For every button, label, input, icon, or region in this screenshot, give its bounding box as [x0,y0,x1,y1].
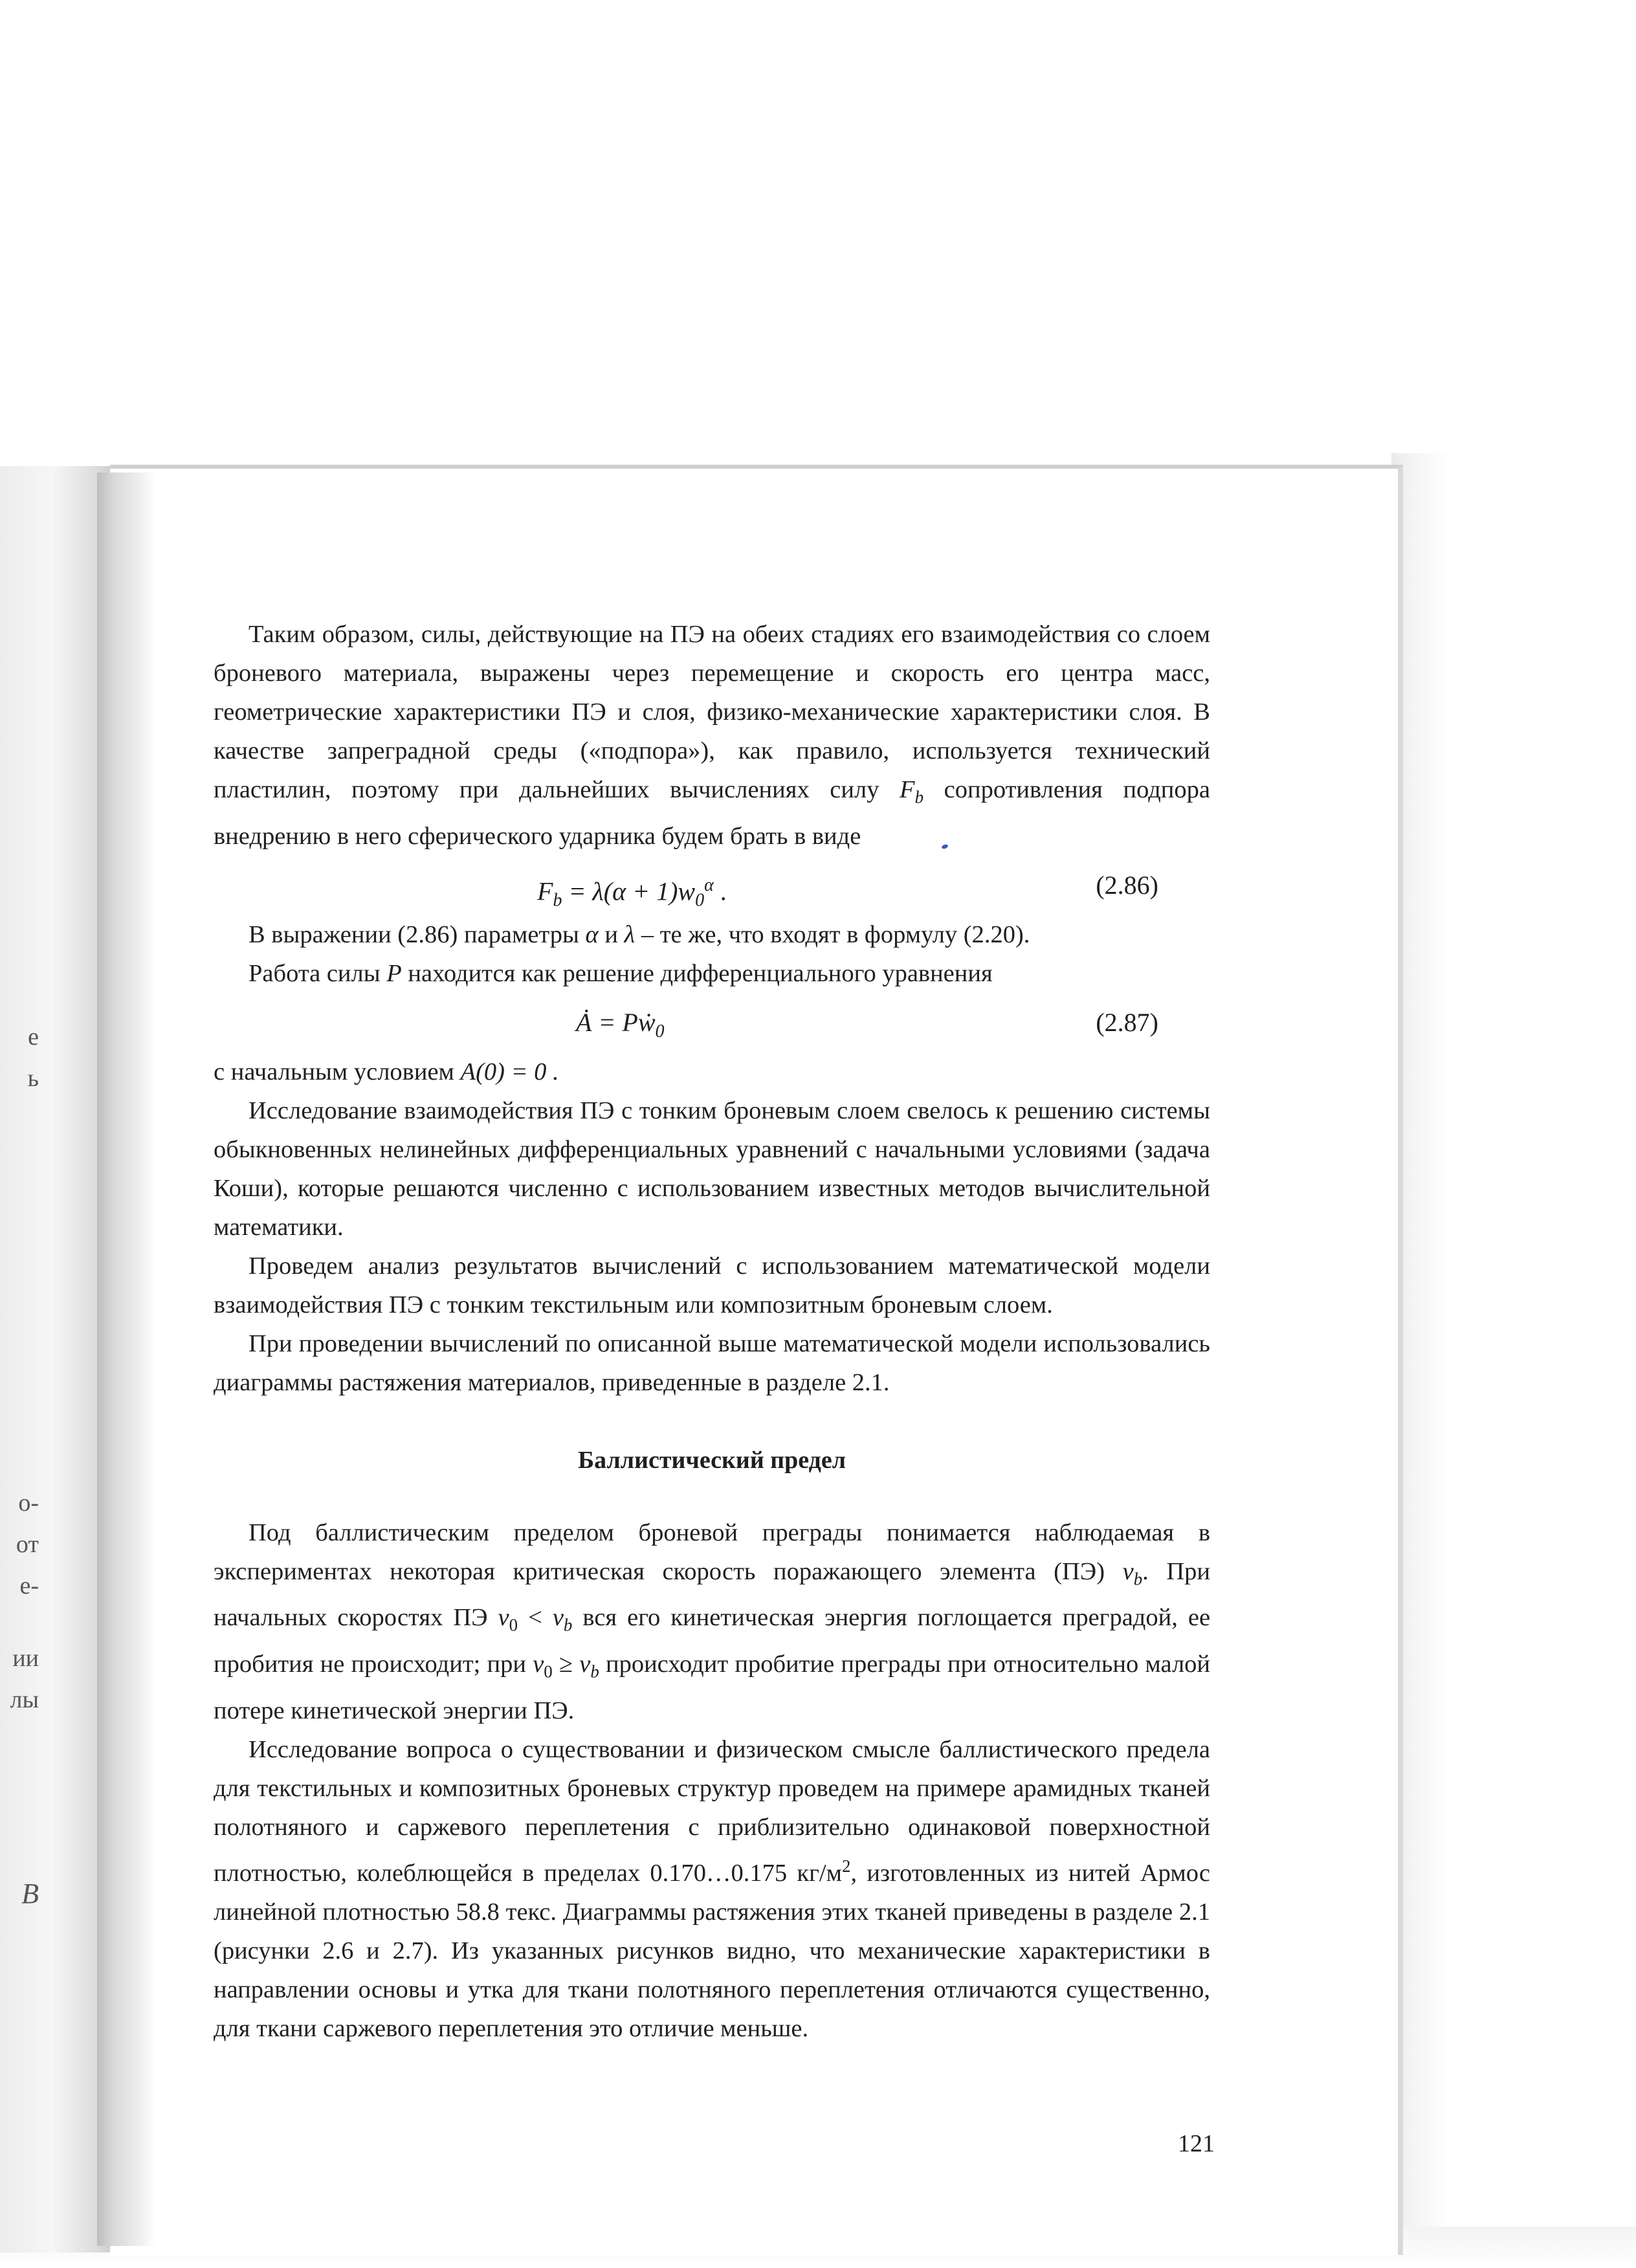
paragraph-parameters: В выражении (2.86) параметры α и λ – те же, что входят в формулу (2.20). [249,920,1030,948]
book-gutter-shadow [97,472,155,2246]
page-text-block [214,615,1210,2048]
paragraph-diagrams: При проведении вычислений по описанной выше математической модели использовались диаграммы растяжения материалов, приведенные в разделе 2.1. [214,1329,1210,1396]
equation-number: (2.87) [1096,1007,1158,1037]
left-page-edge [0,466,110,2252]
formula-2-87: Ȧ = Pẇ$_0$ (2.87) [214,993,1210,1052]
paragraph-analysis: Проведем анализ результатов вычислений с использованием математической модели взаимодействия ПЭ с тонким текстильным или композитным броневым слоем. [214,1252,1210,1318]
left-page-fragment: лы [10,1686,39,1713]
formula-rhs: = λ(α + 1)w [568,876,696,906]
formula-lhs: F [537,876,553,906]
symbol-Fb: $F_b$ [900,776,924,807]
left-page-fragment: от [16,1531,39,1558]
paragraph-initial-condition: с начальным условием A(0) = 0 . [214,1058,559,1085]
left-page-fragment: ии [12,1645,39,1672]
scan-background-right [1391,453,1636,2268]
paragraph-ballistic-limit: Под баллистическим пределом броневой преграды понимается наблюдаемая в экспериментах некоторая критическая скорость поражающего элемента (ПЭ) $v_b$. При начальных скоростях ПЭ $v_0 < v_b$ вся его кинетическая энергия поглощается преградой, ее пробития не происходит; при $v_0 \ge v_b$ происходит пробитие преграды при относительно малой потере кинетической энергии ПЭ. [214,1518,1211,1724]
paragraph-cauchy: Исследование взаимодействия ПЭ с тонким броневым слоем свелось к решению системы обыкновенных нелинейных дифференциальных уравнений с начальными условиями (задача Коши), которые решаются численно с использованием известных методов вычислительной математики. [214,1096,1210,1241]
paragraph-aramid: Исследование вопроса о существовании и физическом смысле баллистического предела для текстильных и композитных броневых структур проведем на примере арамидных тканей полотняного и саржевого переплетения с приблизительно одинаковой поверхностной плотностью, колеблющейся в пределах 0.170…0.175 $кг/м^2$, изготовленных из нитей Армос линейной плотностью 58.8 текс. Диаграммы растяжения этих тканей приведены в разделе 2.1 (рисунки 2.6 и 2.7). Из указанных рисунков видно, что механические характеристики в направлении основы и утка для ткани полотняного переплетения отличаются существенно, для ткани саржевого переплетения это отличие меньше. [214,1735,1210,2042]
left-page-fragment: е [28,1023,39,1051]
left-page-fragment: о- [18,1489,39,1517]
equation-number: (2.86) [1096,870,1158,900]
page-number: 121 [1178,2130,1215,2157]
left-page-fragment: ь [27,1065,39,1092]
scan-background-top [0,0,1636,466]
left-page-fragment: В [21,1878,39,1909]
left-page-fragment: е- [19,1572,39,1599]
section-heading: Баллистический предел [577,1446,846,1474]
paragraph-forces: Таким образом, силы, действующие на ПЭ на обеих стадиях его взаимодействия со слоем броневого материала, выражены через перемещение и скорость его центра масс, геометрические характеристики ПЭ и слоя, физико-механические характеристики слоя. В качестве запреградной среды («подпора»), как правило, используется технический пластилин, поэтому при дальнейших вычислениях силу $F_b$ сопротивления подпора внедрению в него сферического ударника будем брать в виде [214,621,1211,850]
formula-2-86: $F_b = \lambda(\alpha + 1)w_0^\alpha$ . (2.86) [214,856,1210,915]
paragraph-work: Работа силы P находится как решение дифференциального уравнения [249,959,993,987]
